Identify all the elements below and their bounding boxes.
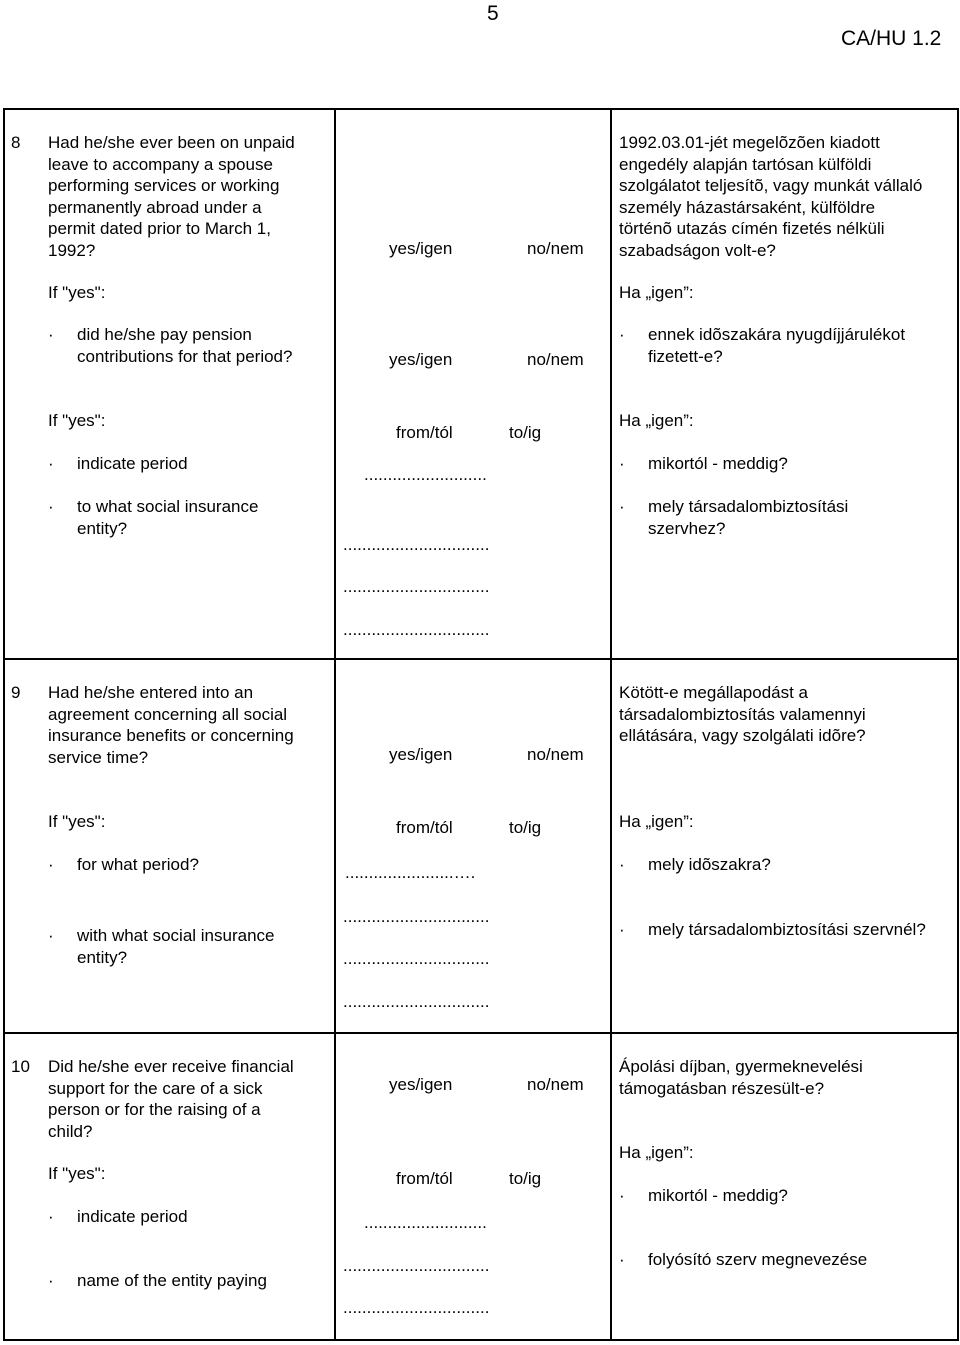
to-label: to/ig — [509, 1169, 542, 1188]
bullet: · — [619, 920, 625, 939]
if-yes-label: If "yes": — [48, 1164, 106, 1183]
if-yes-label: If "yes": — [48, 812, 106, 831]
row-divider-8-9 — [3, 658, 959, 660]
from-label: from/tól — [396, 1169, 453, 1188]
table-bottom-border — [3, 1339, 959, 1341]
item-insurance-entity: with what social insurance entity? — [77, 926, 275, 967]
question-hu: Kötött-e megállapodást a társadalombiztosítás valamennyi ellátására, vagy szolgálati idõre? — [619, 683, 866, 745]
bullet: · — [619, 497, 625, 516]
row-number: 8 — [11, 133, 21, 152]
item-entity-hu: folyósító szerv megnevezése — [648, 1250, 868, 1269]
from-label: from/tól — [396, 818, 453, 837]
sub-question-en: did he/she pay pension contributions for that period? — [77, 325, 293, 366]
question-hu: Ápolási díjban, gyermeknevelési támogatásban részesült-e? — [619, 1057, 863, 1098]
to-label: to/ig — [509, 818, 542, 837]
page-number: 5 — [487, 2, 499, 25]
item-period-hu: mely idõszakra? — [648, 855, 771, 874]
table-top-border — [3, 108, 959, 110]
if-yes-label-hu: Ha „igen”: — [619, 1143, 694, 1162]
yes-option[interactable]: yes/igen — [389, 745, 453, 764]
table-right-border — [957, 108, 959, 1341]
item-entity-paying: name of the entity paying — [77, 1271, 267, 1290]
if-yes-label-hu: Ha „igen”: — [619, 812, 694, 831]
item-entity-hu: mely társadalombiztosítási szervnél? — [648, 920, 926, 939]
bullet: · — [48, 855, 54, 874]
bullet: · — [619, 1186, 625, 1205]
column-divider-1 — [334, 108, 336, 1341]
from-label: from/tól — [396, 423, 453, 442]
no-option[interactable]: no/nem — [527, 350, 584, 369]
if-yes-label-hu: Ha „igen”: — [619, 411, 694, 430]
fill-in-line[interactable]: ............................... — [343, 1298, 490, 1317]
yes-option[interactable]: yes/igen — [389, 350, 453, 369]
fill-in-line[interactable]: ............................... — [343, 535, 490, 554]
item-period-hu: mikortól - meddig? — [648, 1186, 788, 1205]
row-number: 9 — [11, 683, 21, 702]
fill-in-line[interactable]: ............................... — [343, 992, 490, 1011]
row-divider-9-10 — [3, 1032, 959, 1034]
document-code: CA/HU 1.2 — [841, 27, 942, 50]
yes-option[interactable]: yes/igen — [389, 239, 453, 258]
item-indicate-period: indicate period — [77, 1207, 188, 1226]
if-yes-label: If "yes": — [48, 411, 106, 430]
fill-in-line[interactable]: ............................... — [343, 949, 490, 968]
fill-in-line[interactable]: .......................... — [364, 1213, 487, 1232]
if-yes-label-hu: Ha „igen”: — [619, 283, 694, 302]
fill-in-line[interactable]: .......................…. — [345, 863, 476, 882]
sub-question-hu: ennek idõszakára nyugdíjjárulékot fizetett-e? — [648, 325, 906, 366]
table-left-border — [3, 108, 5, 1341]
bullet: · — [619, 325, 625, 344]
no-option[interactable]: no/nem — [527, 239, 584, 258]
question-en: Had he/she entered into an agreement concerning all social insurance benefits or concerning service time? — [48, 683, 294, 767]
fill-in-line[interactable]: ............................... — [343, 577, 490, 596]
bullet: · — [48, 1207, 54, 1226]
item-entity-hu: mely társadalombiztosítási szervhez? — [648, 497, 849, 538]
question-hu: 1992.03.01-jét megelõzõen kiadott engedély alapján tartósan külföldi szolgálatot teljesítõ, vagy munkát vállaló személy házastársaként, külföldre történõ utazás címén fizetés nélküli szabadságon volt-e? — [619, 133, 923, 260]
bullet: · — [48, 926, 54, 945]
fill-in-line[interactable]: ............................... — [343, 907, 490, 926]
item-period-hu: mikortól - meddig? — [648, 454, 788, 473]
fill-in-line[interactable]: .......................... — [364, 465, 487, 484]
bullet: · — [619, 1250, 625, 1269]
bullet: · — [48, 325, 54, 344]
row-number: 10 — [11, 1057, 30, 1076]
bullet: · — [48, 454, 54, 473]
question-en: Did he/she ever receive financial support for the care of a sick person or for the raising of a child? — [48, 1057, 294, 1141]
column-divider-2 — [610, 108, 612, 1341]
fill-in-line[interactable]: ............................... — [343, 1256, 490, 1275]
bullet: · — [619, 855, 625, 874]
item-insurance-entity: to what social insurance entity? — [77, 497, 259, 538]
item-indicate-period: indicate period — [77, 454, 188, 473]
bullet: · — [48, 1271, 54, 1290]
fill-in-line[interactable]: ............................... — [343, 620, 490, 639]
yes-option[interactable]: yes/igen — [389, 1075, 453, 1094]
no-option[interactable]: no/nem — [527, 745, 584, 764]
bullet: · — [48, 497, 54, 516]
no-option[interactable]: no/nem — [527, 1075, 584, 1094]
question-en: Had he/she ever been on unpaid leave to accompany a spouse performing services or working permanently abroad under a permit dated prior to March 1, 1992? — [48, 133, 295, 260]
bullet: · — [619, 454, 625, 473]
item-what-period: for what period? — [77, 855, 199, 874]
to-label: to/ig — [509, 423, 542, 442]
if-yes-label: If "yes": — [48, 283, 106, 302]
